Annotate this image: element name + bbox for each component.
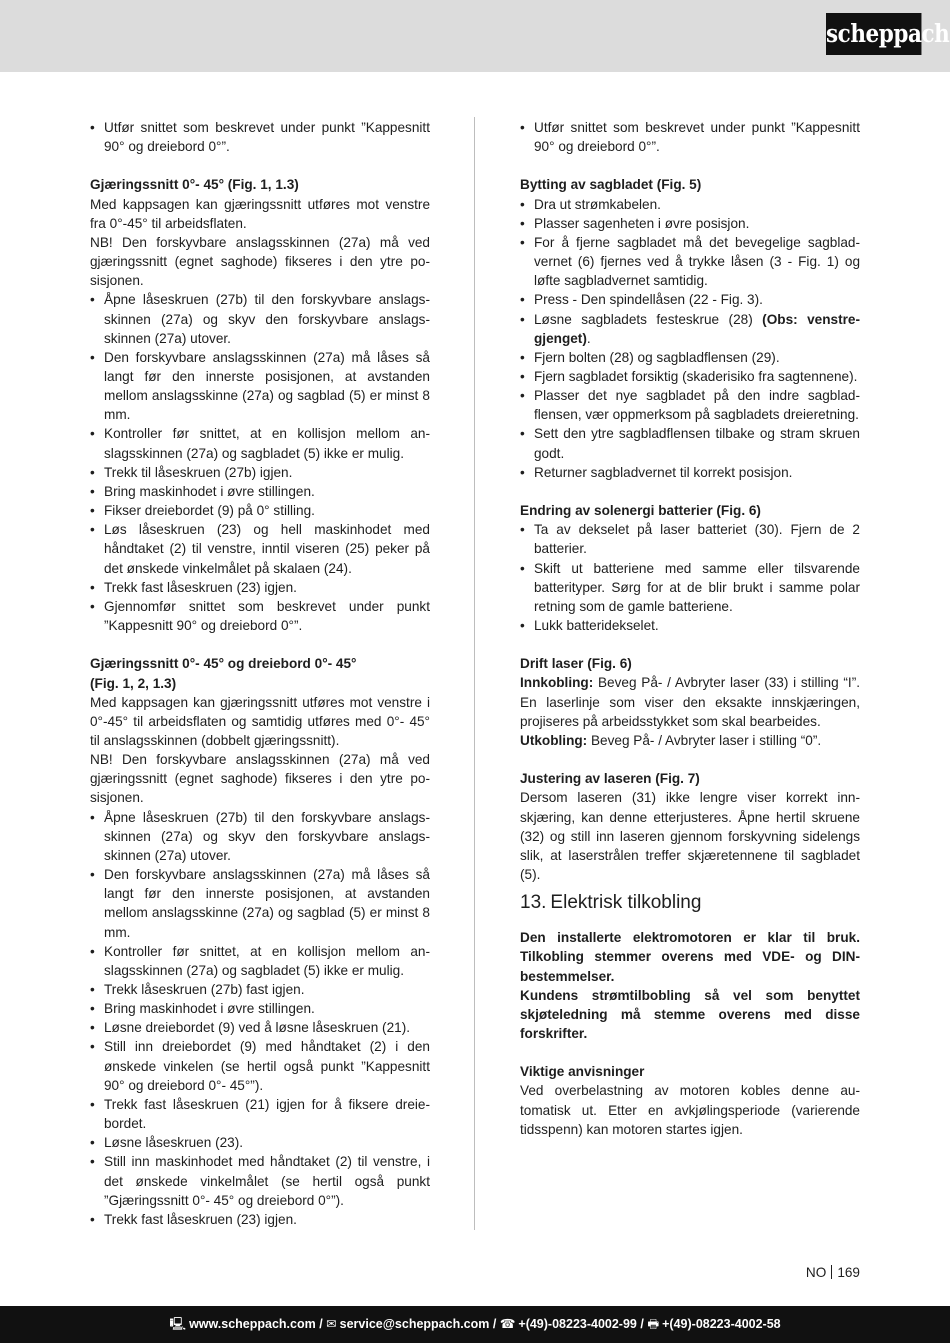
list-item: • Åpne låseskruen (27b) til den forskyvbare anslagsskinnen (27a) og skyv den forskyvbare anslagsskinnen (27a) utover. bbox=[90, 808, 430, 865]
header-band bbox=[0, 0, 950, 72]
section-heading: Gjæringssnitt 0°- 45° og dreiebord 0°- 45° bbox=[90, 656, 357, 672]
list-item: • Press - Den spindellåsen (22 - Fig. 3). bbox=[520, 290, 860, 309]
paragraph-text: Beveg På- / Avbryter laser i stilling “0”. bbox=[587, 732, 822, 748]
inline-label: Utkobling: bbox=[520, 732, 588, 748]
list-item: • Sett den ytre sagbladflensen tilbake og stram skruen godt. bbox=[520, 424, 860, 462]
separator: / bbox=[636, 1317, 648, 1331]
paragraph: Dersom laseren (31) ikke lengre viser korrekt innskjæring, kan denne etterjusteres. Åpne hertil skruene (32) og still inn laseren gjennom forskyvning sidelengs slik, at laserstrålen treffer skjæretennene til sagbladet (5). bbox=[520, 790, 860, 883]
bold-paragraph: Den installerte elektromotoren er klar til bruk. Tilkobling stemmer overens med VDE- og DIN-bestemmelser. bbox=[520, 930, 860, 984]
steps-list bbox=[520, 195, 860, 482]
section-heading: Bytting av sagbladet (Fig. 5) bbox=[520, 177, 702, 193]
list-item: • Kontroller før snittet, at en kollisjon mellom anslagsskinnen (27a) og sagbladet (5) ikke er mulig. bbox=[90, 424, 430, 462]
email-link[interactable]: service@scheppach.com bbox=[339, 1317, 490, 1331]
website-link[interactable]: www.scheppach.com bbox=[189, 1317, 316, 1331]
list-item: • Trekk låseskruen (27b) fast igjen. bbox=[90, 980, 430, 999]
chapter-title: Elektrisk tilkobling bbox=[550, 892, 702, 914]
separator: / bbox=[315, 1317, 327, 1331]
list-item: • Plasser sagenheten i øvre posisjon. bbox=[520, 214, 860, 233]
list-item: • Løsne dreiebordet (9) ved å løsne låseskruen (21). bbox=[90, 1018, 430, 1037]
left-column bbox=[90, 118, 430, 1229]
list-item: • Utfør snittet som beskrevet under punkt ”Kappesnitt 90° og dreiebord 0°”. bbox=[520, 118, 860, 156]
list-item: • Plasser det nye sagbladet på den indre sagbladflensen, vær oppmerksom på sagbladets dreieretning. bbox=[520, 386, 860, 424]
phone-number: +(49)-08223-4002-99 bbox=[518, 1317, 637, 1331]
paragraph: Ved overbelastning av motoren kobles denne automatisk ut. Etter en avkjølingsperiode (varierende tidsspenn) kan motoren startes igjen. bbox=[520, 1083, 860, 1137]
list-item: • Fikser dreiebordet (9) på 0° stilling. bbox=[90, 501, 430, 520]
section-heading: Viktige anvisninger bbox=[520, 1064, 645, 1080]
list-item: • Bring maskinhodet i øvre stillingen. bbox=[90, 482, 430, 501]
list-item: • Trekk til låseskruen (27b) igjen. bbox=[90, 463, 430, 482]
list-item: • Still inn dreiebordet (9) med håndtaket (2) i den ønskede vinkelen (se hertil også punkt ”Kappesnitt 90° og dreiebord 0°- 45°”). bbox=[90, 1037, 430, 1094]
list-item: • Den forskyvbare anslagsskinnen (27a) må låses så langt før den innerste posisjonen, at avstanden mellom anslagsskinne (27a) og sagblad (5) er minst 8 mm. bbox=[90, 348, 430, 425]
section-heading: Justering av laseren (Fig. 7) bbox=[520, 771, 700, 787]
list-item: • For å fjerne sagbladet må det bevegelige sagbladvernet (6) fjernes ved å trykke låsen (3 - Fig. 1) og løfte sagbladvernet samtidig. bbox=[520, 233, 860, 290]
phone-icon: ☎ bbox=[499, 1317, 516, 1331]
mail-icon: ✉ bbox=[326, 1317, 337, 1331]
column-divider bbox=[474, 117, 475, 1230]
footer-bar bbox=[0, 1306, 950, 1343]
list-item: • Dra ut strømkabelen. bbox=[520, 195, 860, 214]
paragraph: Med kappsagen kan gjæringssnitt utføres mot venstre fra 0°-45° til arbeidsflaten. bbox=[90, 196, 430, 231]
paragraph: NB! Den forskyvbare anslagsskinnen (27a) må ved gjæringssnitt (egnet saghode) fikseres i den ytre posisjonen. bbox=[90, 234, 430, 289]
steps-list bbox=[520, 520, 860, 635]
intro-list bbox=[90, 118, 430, 156]
list-item: • Trekk fast låseskruen (21) igjen for å fiksere dreiebordet. bbox=[90, 1095, 430, 1133]
separator: / bbox=[489, 1317, 500, 1331]
paragraph: Med kappsagen kan gjæringssnitt utføres mot venstre i 0°-45° til arbeidsflaten og samtidig utføres med 0°- 45° til anslagsskinnen (dobbelt gjæringssnitt). bbox=[90, 694, 430, 748]
warning-text: (Obs: venstregjenget) bbox=[534, 311, 860, 346]
list-item: • Lukk batteridekselet. bbox=[520, 616, 860, 635]
list-item: • Returner sagbladvernet til korrekt posisjon. bbox=[520, 463, 860, 482]
monitor-icon: 🖳 bbox=[169, 1317, 187, 1331]
chapter-heading bbox=[520, 884, 860, 928]
list-item: • Gjennomfør snittet som beskrevet under punkt ”Kappesnitt 90° og dreiebord 0°”. bbox=[90, 597, 430, 635]
list-item bbox=[520, 310, 860, 348]
brand-logo: scheppach bbox=[826, 13, 921, 55]
list-item: • Kontroller før snittet, at en kollisjon mellom anslagsskinnen (27a) og sagbladet (5) ikke er mulig. bbox=[90, 942, 430, 980]
section-heading: Drift laser (Fig. 6) bbox=[520, 656, 632, 672]
steps-list bbox=[90, 808, 430, 1229]
list-item: • Løs låseskruen (23) og hell maskinhodet med håndtaket (2) til venstre, inntil viseren (25) peker på det ønskede vinkelmålet på skalaen (24). bbox=[90, 520, 430, 577]
list-item: • Ta av dekselet på laser batteriet (30). Fjern de 2 batterier. bbox=[520, 520, 860, 558]
section-heading: Endring av solenergi batterier (Fig. 6) bbox=[520, 503, 761, 519]
paragraph: NB! Den forskyvbare anslagsskinnen (27a) må ved gjæringssnitt (egnet saghode) fikseres i den ytre posisjonen. bbox=[90, 752, 430, 806]
paragraph bbox=[520, 731, 860, 750]
fax-icon: 🖶 bbox=[647, 1317, 660, 1331]
language-code: NO bbox=[805, 1265, 827, 1280]
paragraph-text: Beveg På- / Avbryter laser (33) i stilling “I”. En laserlinje som viser den eksakte innskjæringen, projiseres på arbeidsstykket som skal bearbeides. bbox=[520, 675, 860, 729]
list-item: • Utfør snittet som beskrevet under punkt ”Kappesnitt 90° og dreiebord 0°”. bbox=[90, 118, 430, 156]
list-item: • Fjern sagbladet forsiktig (skaderisiko fra sagtennene). bbox=[520, 367, 860, 386]
item-text: Løsne sagbladets festeskrue (28) bbox=[534, 311, 763, 327]
list-item: • Still inn maskinhodet med håndtaket (2) til venstre, i det ønskede vinkelmålet (se hertil også punkt ”Gjæringssnitt 0°- 45° og dreiebord 0°”). bbox=[90, 1152, 430, 1209]
section-heading: (Fig. 1, 2, 1.3) bbox=[90, 675, 177, 691]
chapter-number: 13. bbox=[520, 892, 547, 914]
bold-paragraph: Kundens strømtilbobling så vel som benyttet skjøteledning må stemme overens med disse forskrifter. bbox=[520, 987, 860, 1041]
paragraph bbox=[520, 673, 860, 730]
list-item: • Trekk fast låseskruen (23) igjen. bbox=[90, 1210, 430, 1229]
page-number-value: 169 bbox=[837, 1265, 860, 1280]
section-heading: Gjæringssnitt 0°- 45° (Fig. 1, 1.3) bbox=[90, 177, 299, 193]
steps-list bbox=[90, 290, 430, 635]
page-number bbox=[806, 1265, 860, 1280]
list-item: • Den forskyvbare anslagsskinnen (27a) må låses så langt før den innerste posisjonen, at avstanden mellom anslagsskinne (27a) og sagblad (5) er minst 8 mm. bbox=[90, 865, 430, 942]
list-item: • Åpne låseskruen (27b) til den forskyvbare anslagsskinnen (27a) og skyv den forskyvbare anslagsskinnen (27a) utover. bbox=[90, 290, 430, 347]
item-text: . bbox=[586, 330, 591, 346]
list-item: • Fjern bolten (28) og sagbladflensen (29). bbox=[520, 348, 860, 367]
list-item: • Skift ut batteriene med samme eller tilsvarende batterityper. Sørg for at de blir brukt i samme polar retning som de gamle batteriene. bbox=[520, 559, 860, 616]
list-item: • Trekk fast låseskruen (23) igjen. bbox=[90, 578, 430, 597]
right-column bbox=[520, 118, 860, 1139]
list-item: • Bring maskinhodet i øvre stillingen. bbox=[90, 999, 430, 1018]
inline-label: Innkobling: bbox=[520, 675, 594, 691]
intro-list bbox=[520, 118, 860, 156]
fax-number: +(49)-08223-4002-58 bbox=[662, 1317, 781, 1331]
list-item: • Løsne låseskruen (23). bbox=[90, 1133, 430, 1152]
